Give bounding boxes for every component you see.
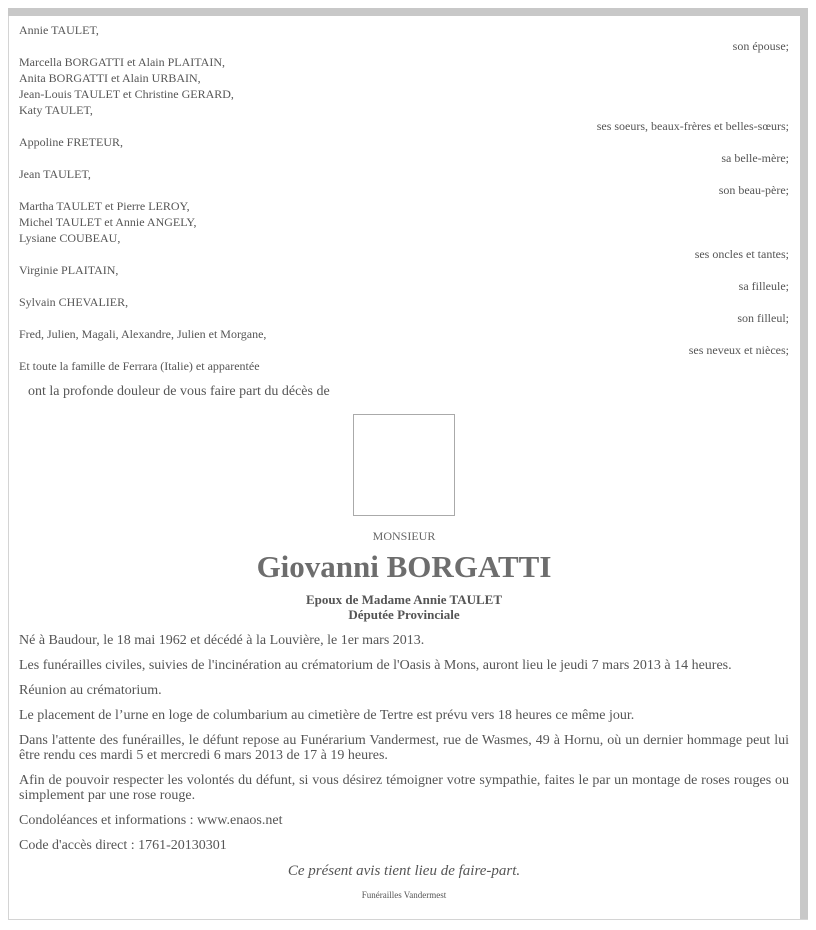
death-notice [19,22,789,900]
deceased-name: Giovanni BORGATTI [256,549,552,584]
family-role: ses oncles et tantes; [694,247,789,261]
frame-top-border [8,8,808,16]
family-group-nephews-nieces [19,326,789,358]
deceased-spouse-line: Epoux de Madame Annie TAULET [305,592,502,607]
family-group-goddaughter [19,262,789,294]
family-name: Michel TAULET et Annie ANGELY, [19,215,197,229]
access-code-paragraph: Code d'accès direct : 1761-20130301 [19,838,227,853]
urn-paragraph: Le placement de l’urne en loge de columbarium au cimetière de Tertre est prévu vers 18 heures ce même jour. [19,708,635,723]
family-name: Anita BORGATTI et Alain URBAIN, [19,71,201,85]
family-list [19,22,789,374]
family-name: Appoline FRETEUR, [19,135,123,149]
notice-text: Ce présent avis tient lieu de faire-part. [287,863,521,879]
family-name: Lysiane COUBEAU, [19,231,121,245]
family-name: Sylvain CHEVALIER, [19,295,129,309]
sympathy-paragraph: Afin de pouvoir respecter les volontés du défunt, si vous désirez témoigner votre sympathie, faites le par un montage de roses rouges ou simplement par une rose rouge. [19,773,789,803]
viewing-paragraph: Dans l'attente des funérailles, le défunt repose au Funérarium Vandermest, rue de Wasmes, 49 à Hornu, où un dernier hommage peut lui être rendu ces mardi 5 et mercredi 6 mars 2013 de 17 à 19 heures. [19,733,789,763]
birth-death-paragraph: Né à Baudour, le 18 mai 1962 et décédé à la Louvière, le 1er mars 2013. [19,633,425,648]
family-name: Et toute la famille de Ferrara (Italie) et apparentée [19,359,260,373]
family-role: sa belle-mère; [721,151,789,165]
family-group-godson [19,294,789,326]
family-name: Marcella BORGATTI et Alain PLAITAIN, [19,55,225,69]
deceased-title: MONSIEUR [372,529,436,543]
family-role: ses neveux et nièces; [688,343,789,357]
frame-left-border [8,16,9,920]
family-role: sa filleule; [738,279,789,293]
family-name: Jean-Louis TAULET et Christine GERARD, [19,87,234,101]
family-group-mother-in-law [19,134,789,166]
condolences-paragraph: Condoléances et informations : www.enaos.net [19,813,283,828]
family-role: son beau-père; [718,183,789,197]
funeral-home-footer: Funérailles Vandermest [361,890,447,900]
family-role: ses soeurs, beaux-frères et belles-sœurs; [596,119,789,133]
family-group-siblings [19,54,789,134]
photo-placeholder [353,414,455,516]
family-group-extended [19,358,789,374]
deceased-function-line: Députée Provinciale [348,607,460,622]
family-name: Annie TAULET, [19,23,99,37]
family-group-spouse [19,22,789,54]
family-name: Katy TAULET, [19,103,93,117]
family-group-father-in-law [19,166,789,198]
family-name: Martha TAULET et Pierre LEROY, [19,199,190,213]
family-name: Fred, Julien, Magali, Alexandre, Julien et Morgane, [19,327,267,341]
gathering-paragraph: Réunion au crématorium. [19,683,162,698]
family-role: son épouse; [732,39,789,53]
funeral-paragraph: Les funérailles civiles, suivies de l'incinération au crématorium de l'Oasis à Mons, auront lieu le jeudi 7 mars 2013 à 14 heures. [19,658,732,673]
family-group-uncles-aunts [19,198,789,262]
frame-right-border [800,8,808,920]
frame-bottom-border [8,919,808,920]
intro-text: ont la profonde douleur de vous faire part du décès de [28,384,330,399]
family-name: Virginie PLAITAIN, [19,263,119,277]
family-role: son filleul; [737,311,789,325]
family-name: Jean TAULET, [19,167,91,181]
